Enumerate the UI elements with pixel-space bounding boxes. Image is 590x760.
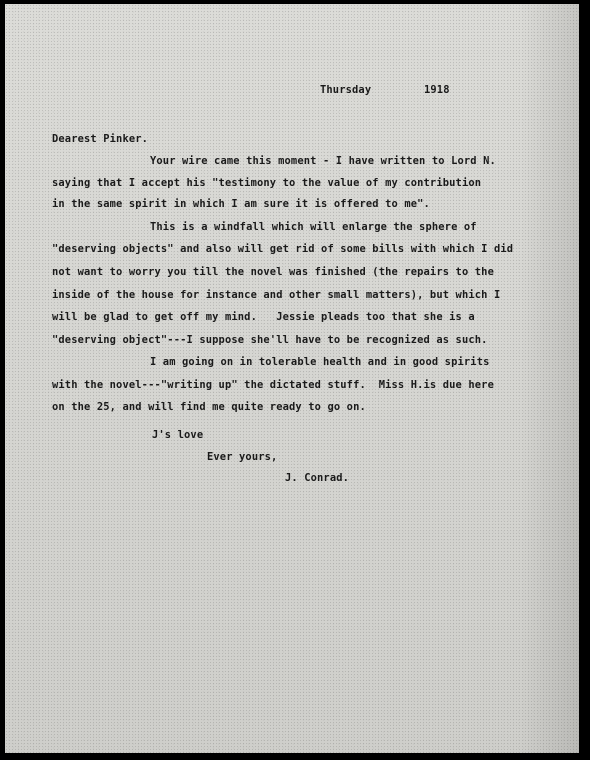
- letter-body-line: on the 25, and will find me quite ready to go on.: [52, 401, 366, 413]
- letter-body-line: I am going on in tolerable health and in good spirits: [150, 356, 490, 368]
- letter-closing: Ever yours,: [207, 451, 278, 463]
- letter-date-day: Thursday: [320, 84, 372, 96]
- scan-border: [580, 0, 590, 760]
- letter-body-line: not want to worry you till the novel was finished (the repairs to the: [52, 266, 494, 278]
- letter-body-line: with the novel---"writing up" the dictated stuff. Miss H.is due here: [52, 379, 494, 391]
- letter-body-line: will be glad to get off my mind. Jessie pleads too that she is a: [52, 311, 475, 323]
- letter-signature: J. Conrad.: [285, 472, 350, 484]
- letter-body-line: inside of the house for instance and other small matters), but which I: [52, 289, 501, 301]
- letter-body-line: in the same spirit in which I am sure it is offered to me".: [52, 198, 430, 210]
- letter-postscript: J's love: [152, 429, 204, 441]
- letter-body-line: Your wire came this moment - I have written to Lord N.: [150, 155, 496, 167]
- letter-body-line: "deserving object"---I suppose she'll have to be recognized as such.: [52, 334, 488, 346]
- letter-date-year: 1918: [424, 84, 450, 96]
- letter-body-line: This is a windfall which will enlarge the sphere of: [150, 221, 477, 233]
- letter-salutation: Dearest Pinker.: [52, 133, 149, 145]
- letter-body-line: saying that I accept his "testimony to the value of my contribution: [52, 177, 482, 189]
- letter-body-line: "deserving objects" and also will get rid of some bills with which I did: [52, 243, 514, 255]
